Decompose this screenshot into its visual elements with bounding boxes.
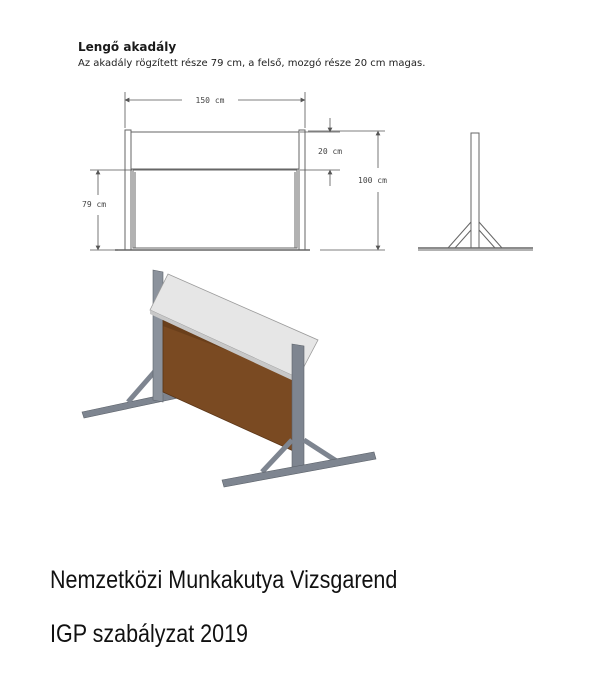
footer-line-1: Nemzetközi Munkakutya Vizsgarend [50, 566, 398, 594]
width-label: 150 cm [195, 96, 225, 105]
front-view [115, 130, 310, 250]
diagram-description: Az akadály rögzített része 79 cm, a felső, mozgó része 20 cm magas. [78, 58, 426, 69]
fixed-part-label: 79 cm [82, 200, 107, 209]
top-part-label: 20 cm [318, 147, 343, 156]
technical-drawing [0, 0, 600, 270]
obstacle-3d-illustration [0, 262, 600, 492]
footer-line-2: IGP szabályzat 2019 [50, 620, 249, 648]
side-view [418, 133, 533, 250]
diagram-title: Lengő akadály [78, 40, 177, 54]
total-height-label: 100 cm [358, 176, 387, 185]
